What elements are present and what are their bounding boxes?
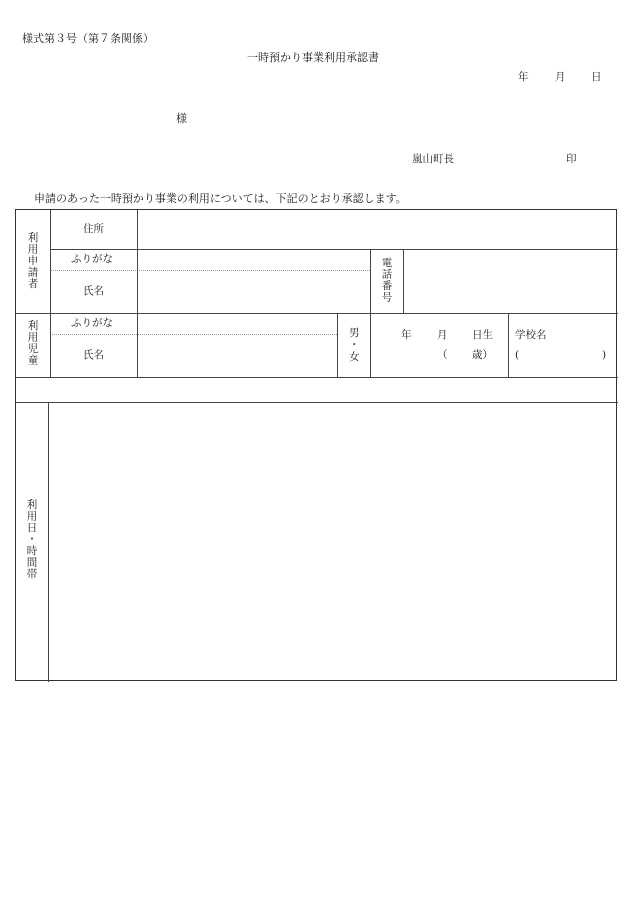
date-year-label: 年 [518, 71, 529, 83]
furigana-field[interactable] [138, 251, 369, 269]
furigana-dotted-line [50, 270, 370, 271]
row-divider-applicant [16, 313, 618, 314]
gender-separator: ・ [349, 339, 360, 351]
gender-male[interactable]: 男 [349, 327, 360, 339]
usage-date-time-label: 利用日・時間帯 [25, 499, 38, 580]
approval-form-table [15, 209, 617, 681]
issuer-name: 嵐山町長 [412, 153, 454, 165]
seal-mark: 印 [566, 153, 577, 165]
col-divider-school [508, 313, 509, 377]
furigana-label: ふりがな [71, 253, 113, 265]
age-close-label: 歳） [472, 349, 493, 361]
child-furigana-dotted-line [50, 334, 337, 335]
address-label: 住所 [83, 223, 104, 235]
document-title: 一時預かり事業利用承認書 [247, 51, 379, 64]
phone-label: 電話番号 [380, 257, 393, 303]
form-number: 様式第３号（第７条関係） [22, 32, 154, 45]
col-divider-phone-left [370, 249, 371, 313]
child-name-field[interactable] [138, 336, 336, 376]
date-day-label: 日 [591, 71, 602, 83]
usage-date-time-field[interactable] [50, 404, 616, 680]
blank-row [17, 378, 617, 401]
phone-field[interactable] [405, 251, 616, 312]
col-divider-gender-right [370, 313, 371, 377]
child-label: 利用児童 [26, 320, 39, 366]
addressee-suffix: 様 [176, 112, 187, 125]
approval-statement: 申請のあった一時預かり事業の利用については、下記のとおり承認します。 [34, 192, 407, 205]
row-divider-blank [16, 402, 618, 403]
school-label: 学校名 [515, 329, 547, 341]
row-divider-address [50, 249, 618, 250]
child-furigana-field[interactable] [138, 315, 336, 333]
age-open-paren: （ [437, 349, 448, 361]
school-close-paren: ) [602, 349, 607, 361]
date-month-label: 月 [555, 71, 566, 83]
address-field[interactable] [138, 211, 616, 248]
name-label: 氏名 [83, 285, 104, 297]
birth-year-label: 年 [401, 329, 412, 341]
gender-female[interactable]: 女 [349, 351, 360, 363]
col-divider-phone-right [403, 249, 404, 313]
col-divider-labels [50, 210, 51, 377]
name-field[interactable] [138, 272, 369, 312]
col-divider-usage [48, 402, 49, 682]
child-furigana-label: ふりがな [71, 317, 113, 329]
col-divider-gender-left [337, 313, 338, 377]
birth-month-label: 月 [437, 329, 448, 341]
applicant-label: 利用申請者 [26, 232, 39, 290]
child-name-label: 氏名 [83, 349, 104, 361]
birth-day-label: 日生 [472, 329, 493, 341]
school-open-paren: ( [515, 349, 520, 361]
